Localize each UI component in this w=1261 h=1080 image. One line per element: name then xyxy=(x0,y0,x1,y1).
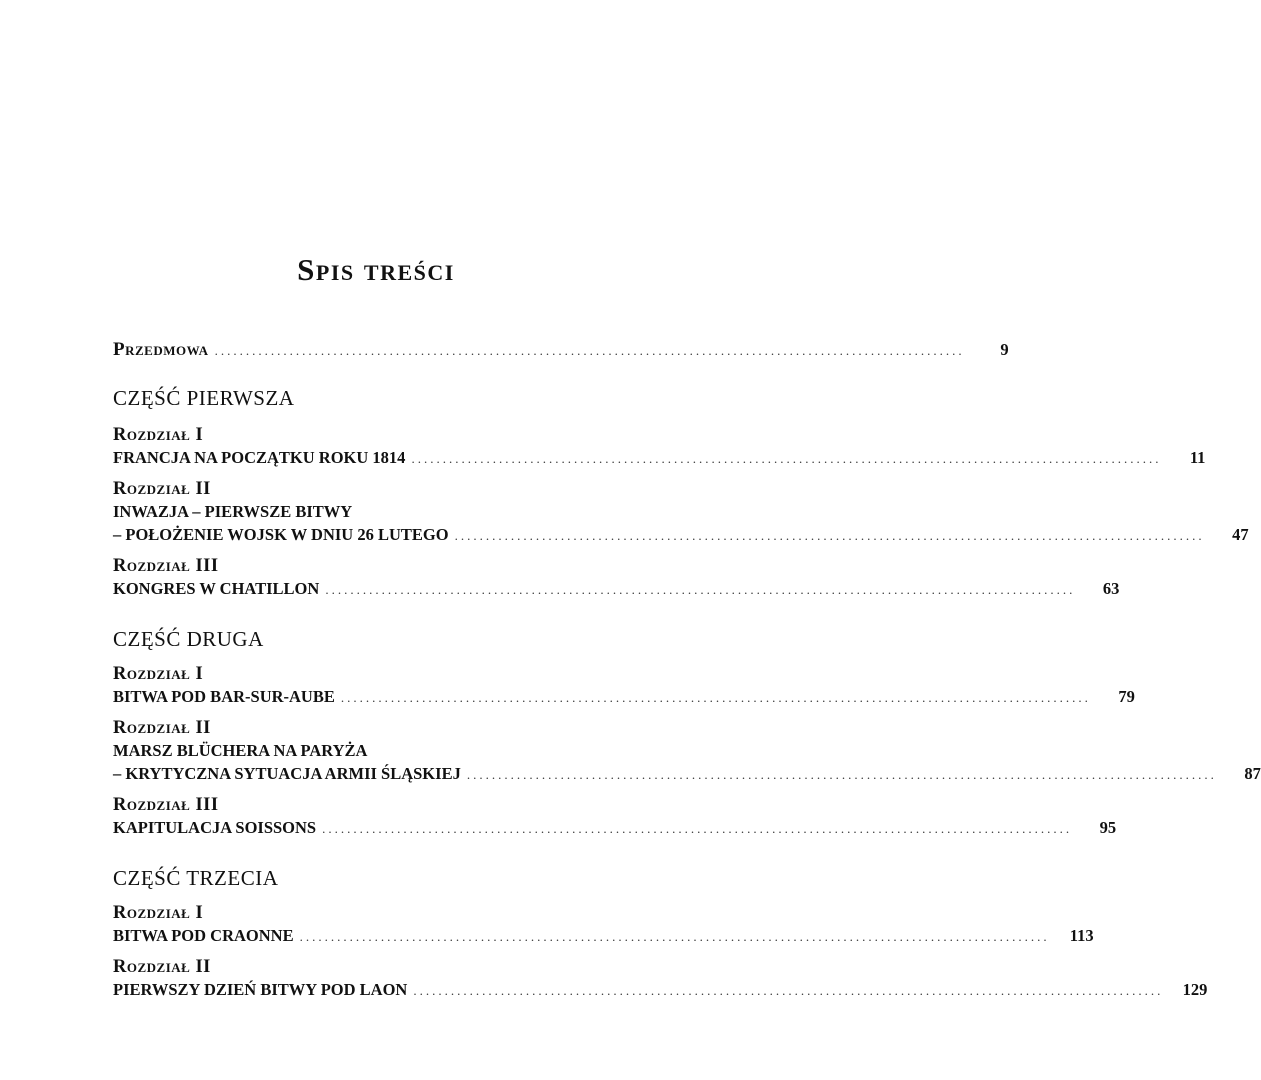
chapter-title: KAPITULACJA SOISSONS xyxy=(113,818,317,837)
toc-entry[interactable] xyxy=(113,577,1120,601)
dot-leader: ........................................................................................................................ xyxy=(299,929,1050,944)
dot-leader: ........................................................................................................................ xyxy=(454,528,1205,543)
page-number: 47 xyxy=(1232,525,1249,544)
page-number: 95 xyxy=(1099,818,1117,837)
chapter-title: BITWA POD CRAONNE xyxy=(113,926,294,945)
preface-title: Przedmowa xyxy=(113,339,209,360)
dot-leader: ........................................................................................................................ xyxy=(411,451,1162,466)
page-number: 113 xyxy=(1069,926,1094,945)
table-of-contents xyxy=(113,338,1261,1002)
chapter-label: Rozdział II xyxy=(113,718,211,738)
toc-entry[interactable] xyxy=(113,816,1117,840)
dot-leader: ........................................................................................................................ xyxy=(340,690,1091,705)
chapter-title: – KRYTYCZNA SYTUACJA ARMII ŚLĄSKIEJ xyxy=(113,764,461,783)
page-number: 129 xyxy=(1182,980,1208,999)
chapter-label: Rozdział I xyxy=(113,903,204,923)
chapter-title: – POŁOŻENIE WOJSK W DNIU 26 LUTEGO xyxy=(113,525,449,544)
toc-entry[interactable] xyxy=(113,762,1261,786)
chapter-title: KONGRES W CHATILLON xyxy=(113,579,320,598)
page-number: 63 xyxy=(1102,579,1120,598)
page-number: 11 xyxy=(1189,448,1206,467)
chapter-label: Rozdział II xyxy=(113,957,211,977)
chapter-label: Rozdział II xyxy=(113,479,211,499)
page-number: 79 xyxy=(1118,687,1135,706)
chapter-title: FRANCJA NA POCZĄTKU ROKU 1814 xyxy=(113,448,406,467)
chapter-label: Rozdział I xyxy=(113,664,204,684)
chapter-label: Rozdział I xyxy=(113,425,204,445)
chapter-title: INWAZJA – PIERWSZE BITWY xyxy=(113,502,353,521)
part-heading: CZĘŚĆ DRUGA xyxy=(113,627,264,651)
dot-leader: ........................................................................................................................ xyxy=(214,343,965,358)
toc-entry[interactable] xyxy=(113,685,1135,709)
chapter-title: MARSZ BLÜCHERA NA PARYŻA xyxy=(113,741,368,760)
chapter-label: Rozdział III xyxy=(113,795,219,815)
toc-entry[interactable] xyxy=(113,978,1208,1002)
page-number: 87 xyxy=(1244,764,1261,783)
page-title: Spis treści xyxy=(297,252,455,287)
toc-entry-preface[interactable] xyxy=(113,338,1009,362)
chapter-title: PIERWSZY DZIEŃ BITWY POD LAON xyxy=(113,980,408,999)
part-heading: CZĘŚĆ TRZECIA xyxy=(113,866,279,890)
chapter-title: BITWA POD BAR-SUR-AUBE xyxy=(113,687,335,706)
toc-entry[interactable] xyxy=(113,924,1094,948)
dot-leader: ........................................................................................................................ xyxy=(325,582,1076,597)
page-number: 9 xyxy=(1000,340,1009,359)
toc-entry[interactable] xyxy=(113,523,1249,547)
dot-leader: ........................................................................................................................ xyxy=(413,983,1164,998)
dot-leader: ........................................................................................................................ xyxy=(466,767,1217,782)
dot-leader: ........................................................................................................................ xyxy=(322,821,1073,836)
chapter-label: Rozdział III xyxy=(113,556,219,576)
part-heading: CZĘŚĆ PIERWSZA xyxy=(113,386,295,410)
toc-entry[interactable] xyxy=(113,446,1206,470)
